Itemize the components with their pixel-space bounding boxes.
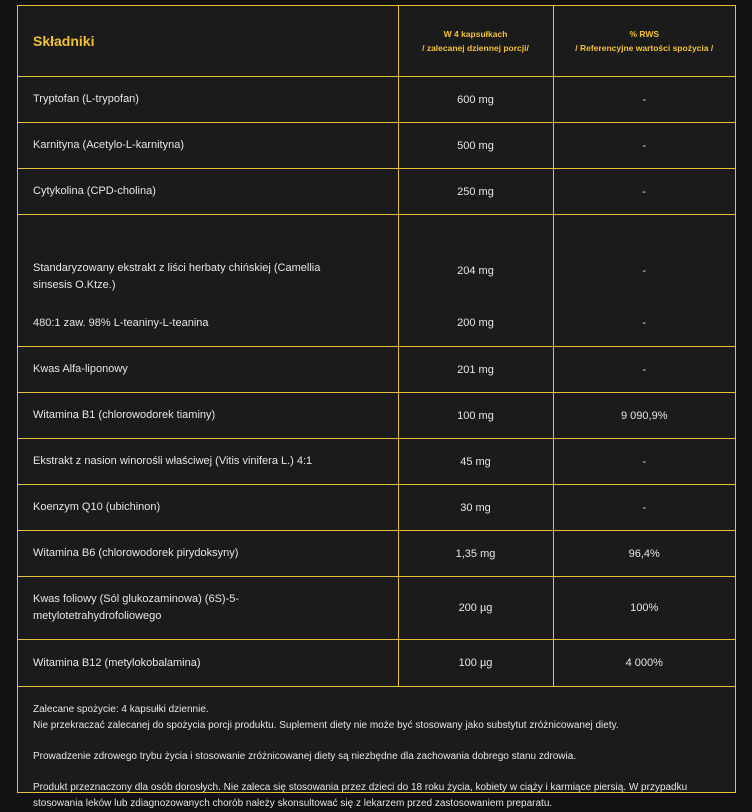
table-row [18, 439, 735, 485]
ingredient-rws: - [553, 123, 735, 169]
usage-notes [18, 687, 735, 812]
ingredient-name: Witamina B1 (chlorowodorek tiaminy) [18, 393, 398, 439]
ingredient-amount: 600 mg [398, 77, 553, 123]
header-amount-line1: W 4 kapsułkach [443, 29, 508, 39]
ingredient-amount: 200 mg [398, 300, 553, 347]
ingredient-amount: 45 mg [398, 439, 553, 485]
table-row [18, 77, 735, 123]
ingredient-rws: 4 000% [553, 640, 735, 687]
table-row [18, 577, 735, 640]
header-amount [398, 6, 553, 77]
ingredient-name: Standaryzowany ekstrakt z liści herbaty chińskiej (Camellia sinsesis O.Ktze.) [18, 215, 398, 301]
table-row [18, 640, 735, 687]
ingredient-name: Witamina B12 (metylokobalamina) [18, 640, 398, 687]
header-rws-line2: / Referencyjne wartości spożycia / [575, 43, 714, 53]
header-rws [553, 6, 735, 77]
ingredient-amount: 1,35 mg [398, 531, 553, 577]
table-row [18, 215, 735, 301]
ingredient-name: Tryptofan (L-trypofan) [18, 77, 398, 123]
table-row [18, 300, 735, 347]
ingredient-rws: - [553, 77, 735, 123]
header-rws-line1: % RWS [629, 29, 660, 39]
ingredient-rws: 100% [553, 577, 735, 640]
ingredient-amount: 200 µg [398, 577, 553, 640]
ingredient-name: 480:1 zaw. 98% L-teaniny-L-teanina [18, 300, 398, 347]
table-header [18, 6, 735, 77]
ingredient-rws: - [553, 439, 735, 485]
table-row [18, 393, 735, 439]
dosage-text: Zalecane spożycie: 4 kapsułki dziennie. [33, 704, 209, 715]
ingredient-rws: - [553, 347, 735, 393]
ingredient-rws: - [553, 169, 735, 215]
ingredient-name: Ekstrakt z nasion winorośli właściwej (Vitis vinifera L.) 4:1 [18, 439, 398, 485]
ingredient-name: Koenzym Q10 (ubichinon) [18, 485, 398, 531]
ingredient-name: Kwas Alfa-liponowy [18, 347, 398, 393]
ingredient-amount: 201 mg [398, 347, 553, 393]
ingredients-table [18, 6, 735, 687]
header-amount-line2: / zalecanej dziennej porcji/ [422, 43, 529, 53]
table-row [18, 531, 735, 577]
ingredient-rws: 96,4% [553, 531, 735, 577]
table-row [18, 485, 735, 531]
lifestyle-note: Prowadzenie zdrowego trybu życia i stosowanie zróżnicowanej diety są niezbędne dla zachowania dobrego stanu zdrowia. [33, 751, 577, 762]
ingredient-amount: 100 mg [398, 393, 553, 439]
ingredient-rws: - [553, 300, 735, 347]
warning-text: Nie przekraczać zalecanej do spożycia porcji produktu. Suplement diety nie może być stosowany jako substytut zróżnicowanej diety. [33, 720, 619, 731]
ingredient-name: Cytykolina (CPD-cholina) [18, 169, 398, 215]
ingredient-rws: - [553, 485, 735, 531]
ingredient-amount: 500 mg [398, 123, 553, 169]
ingredient-amount: 250 mg [398, 169, 553, 215]
supplement-facts-panel [17, 5, 736, 809]
ingredient-name: Kwas foliowy (Sól glukozaminowa) (6S)-5-metylotetrahydrofoliowego [18, 577, 398, 640]
table-row [18, 347, 735, 393]
ingredient-name: Witamina B6 (chlorowodorek pirydoksyny) [18, 531, 398, 577]
table-row [18, 169, 735, 215]
header-ingredients: Składniki [18, 6, 398, 77]
table-row [18, 123, 735, 169]
dosage-note [33, 702, 720, 734]
adults-note: Produkt przeznaczony dla osób dorosłych. Nie zaleca się stosowania przez dzieci do 18 roku życia, kobiety w ciąży i karmiące piersią. W przypadku stosowania leków lub zdiagnozowanych chorób należy skonsultować się z lekarzem przed zastosowaniem preparatu. [33, 782, 688, 809]
ingredient-name: Karnityna (Acetylo-L-karnityna) [18, 123, 398, 169]
ingredient-rws: - [553, 215, 735, 301]
ingredient-amount: 30 mg [398, 485, 553, 531]
ingredient-amount: 204 mg [398, 215, 553, 301]
ingredient-rws: 9 090,9% [553, 393, 735, 439]
ingredient-amount: 100 µg [398, 640, 553, 687]
